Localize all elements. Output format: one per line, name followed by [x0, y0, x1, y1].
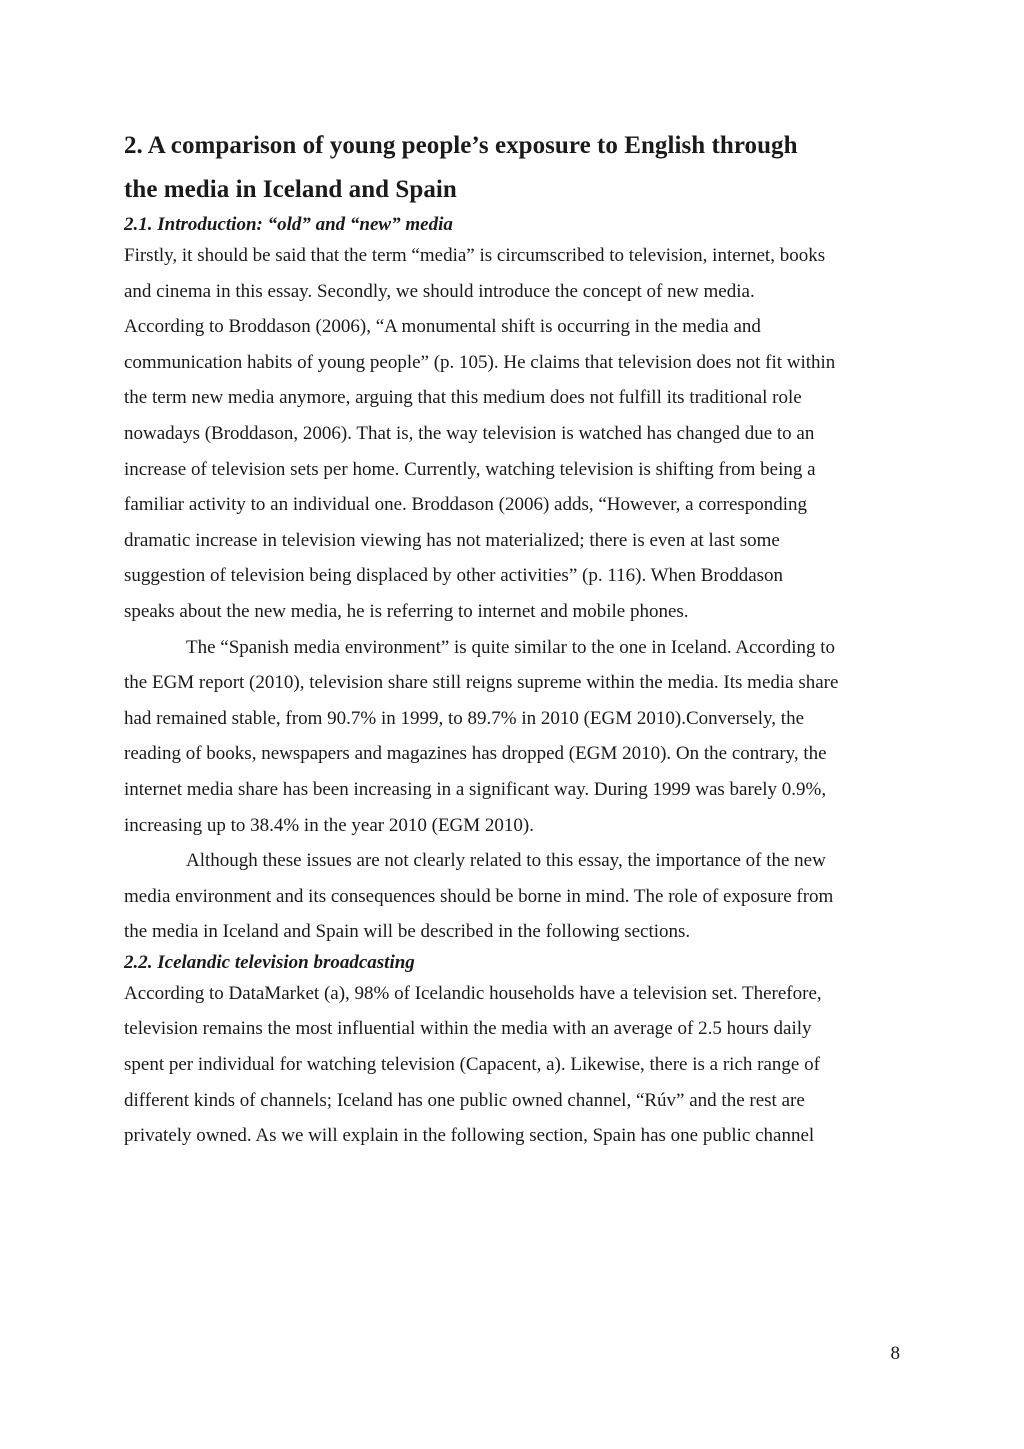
text-line: the term new media anymore, arguing that this medium does not fulfill its traditional role [124, 387, 802, 409]
text-line: communication habits of young people” (p. 105). He claims that television does not fit within [124, 351, 836, 373]
page-content [124, 124, 909, 1154]
text-line: familiar activity to an individual one. Broddason (2006) adds, “However, a corresponding [124, 494, 808, 516]
text-line: increase of television sets per home. Currently, watching television is shifting from being a [124, 458, 816, 480]
text-line: Firstly, it should be said that the term “media” is circumscribed to television, internet, books [124, 245, 826, 266]
text-line: increasing up to 38.4% in the year 2010 (EGM 2010). [124, 814, 534, 836]
chapter-title-line: 2. A comparison of young people’s exposure to English through [124, 132, 798, 159]
paragraph [124, 630, 909, 844]
text-line: Although these issues are not clearly related to this essay, the importance of the new [186, 850, 826, 872]
page-number: 8 [890, 1343, 900, 1364]
text-line: privately owned. As we will explain in the following section, Spain has one public channel [124, 1125, 815, 1147]
chapter-title [124, 124, 909, 212]
paragraph [124, 976, 909, 1154]
text-line: had remained stable, from 90.7% in 1999, to 89.7% in 2010 (EGM 2010).Conversely, the [124, 707, 805, 729]
text-line: reading of books, newspapers and magazines has dropped (EGM 2010). On the contrary, the [124, 743, 827, 765]
chapter-title-line: the media in Iceland and Spain [124, 176, 457, 203]
text-line: and cinema in this essay. Secondly, we should introduce the concept of new media. [124, 280, 755, 302]
text-line: nowadays (Broddason, 2006). That is, the way television is watched has changed due to an [124, 422, 815, 444]
paragraph [124, 843, 909, 950]
text-line: dramatic increase in television viewing has not materialized; there is even at last some [124, 529, 780, 551]
text-line: media environment and its consequences should be borne in mind. The role of exposure from [124, 885, 834, 907]
paragraph [124, 238, 909, 630]
text-line: The “Spanish media environment” is quite similar to the one in Iceland. According to [186, 636, 835, 658]
text-line: speaks about the new media, he is referring to internet and mobile phones. [124, 600, 689, 622]
text-line: the media in Iceland and Spain will be described in the following sections. [124, 921, 691, 943]
section-heading: 2.1. Introduction: “old” and “new” media [124, 214, 453, 235]
text-line: the EGM report (2010), television share still reigns supreme within the media. Its media share [124, 672, 839, 694]
text-line: different kinds of channels; Iceland has one public owned channel, “Rúv” and the rest are [124, 1089, 805, 1111]
text-line: internet media share has been increasing in a significant way. During 1999 was barely 0.9%, [124, 778, 827, 800]
text-line: television remains the most influential within the media with an average of 2.5 hours daily [124, 1018, 812, 1040]
section-heading: 2.2. Icelandic television broadcasting [124, 951, 415, 973]
text-line: According to Broddason (2006), “A monumental shift is occurring in the media and [124, 316, 761, 338]
text-line: suggestion of television being displaced by other activities” (p. 116). When Broddason [124, 565, 784, 587]
text-line: According to DataMarket (a), 98% of Icelandic households have a television set. Therefore, [124, 982, 822, 1004]
text-line: spent per individual for watching television (Capacent, a). Likewise, there is a rich range of [124, 1054, 820, 1076]
